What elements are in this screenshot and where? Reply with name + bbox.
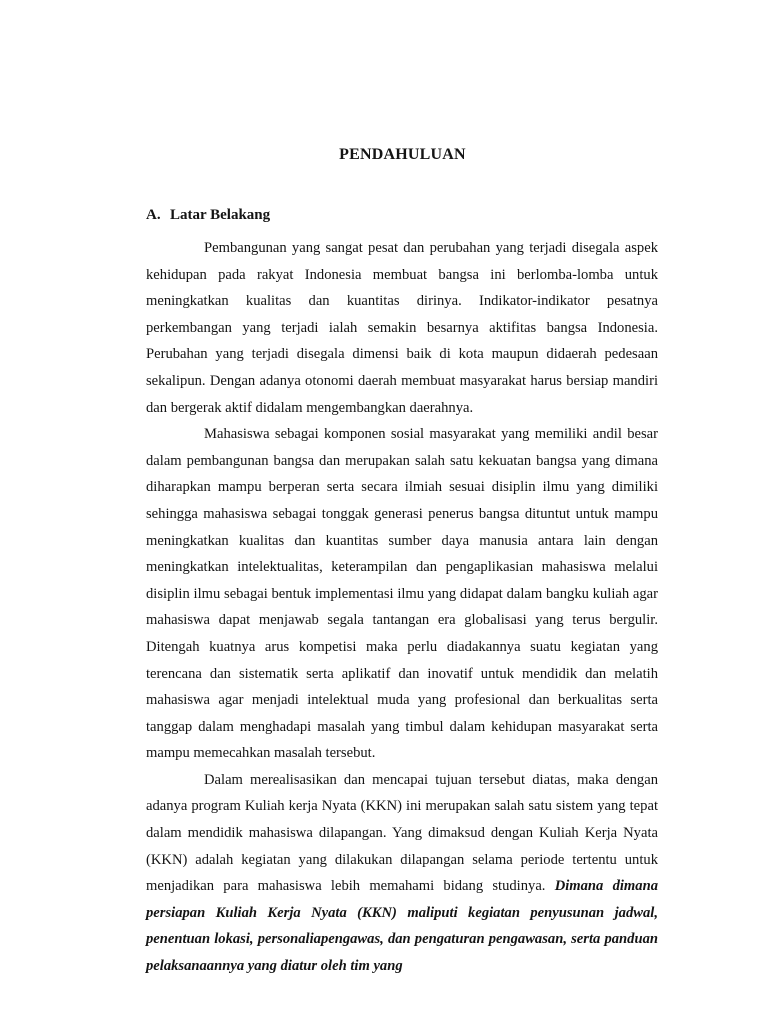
paragraph-text: Dalam merealisasikan dan mencapai tujuan tersebut diatas, maka dengan adanya program Kuliah kerja Nyata (KKN) ini merupakan salah satu sistem yang tepat dalam mendidik mahasiswa dilapangan. Yang dimaksud dengan Kuliah Kerja Nyata (KKN) adalah kegiatan yang dilakukan dilapangan selama periode tertentu untuk menjadikan para mahasiswa lebih memahami bidang studinya. — [146, 771, 658, 895]
paragraph-text: Pembangunan yang sangat pesat dan perubahan yang terjadi disegala aspek kehidupan pada rakyat Indonesia membuat bangsa ini berlomba-lomba untuk meningkatkan kualitas dan kuantitas dirinya. Indikator-indikator pesatnya perkembangan yang terjadi ialah semakin besarnya aktifitas bangsa Indonesia. Perubahan yang terjadi disegala dimensi baik di kota maupun didaerah pedesaan sekalipun. Dengan adanya otonomi daerah membuat masyarakat harus bersiap mandiri dan bergerak aktif didalam mengembangkan daerahnya. — [146, 240, 658, 416]
section-number: A. — [146, 207, 161, 223]
paragraph — [146, 235, 658, 421]
paragraph — [146, 421, 658, 767]
page-title: PENDAHULUAN — [339, 146, 466, 163]
section-label: Latar Belakang — [170, 207, 271, 223]
paragraph — [146, 767, 658, 980]
emphasized-text: Dimana dimana persiapan Kuliah Kerja Nyata (KKN) maliputi kegiatan penyusunan jadwal, penentuan lokasi, personaliapengawas, dan pengaturan pengawasan, serta panduan pelaksanaannya yang diatur oleh tim yang — [146, 878, 658, 975]
paragraph-text: Mahasiswa sebagai komponen sosial masyarakat yang memiliki andil besar dalam pembangunan bangsa dan merupakan salah satu kekuatan bangsa yang dimana diharapkan mampu berperan serta secara ilmiah sesuai disiplin ilmu yang dimiliki sehingga mahasiswa sebagai tonggak generasi penerus bangsa dituntut untuk mampu meningkatkan kualitas dan kuantitas sumber daya manusia antara lain dengan meningkatkan intelektualitas, keterampilan dan pengaplikasian mahasiswa melalui disiplin ilmu sebagai bentuk implementasi ilmu yang didapat dalam bangku kuliah agar mahasiswa dapat menjawab segala tantangan era globalisasi yang terus bergulir. Ditengah kuatnya arus kompetisi maka perlu diadakannya suatu kegiatan yang terencana dan sistematik serta aplikatif dan inovatif untuk mendidik dan melatih mahasiswa agar menjadi intelektual muda yang profesional dan berkualitas serta tanggap dalam menghadapi masalah yang timbul dalam kehidupan masyarakat serta mampu memecahkan masalah tersebut. — [146, 426, 658, 762]
section-heading — [146, 207, 270, 224]
body-text — [146, 235, 658, 980]
